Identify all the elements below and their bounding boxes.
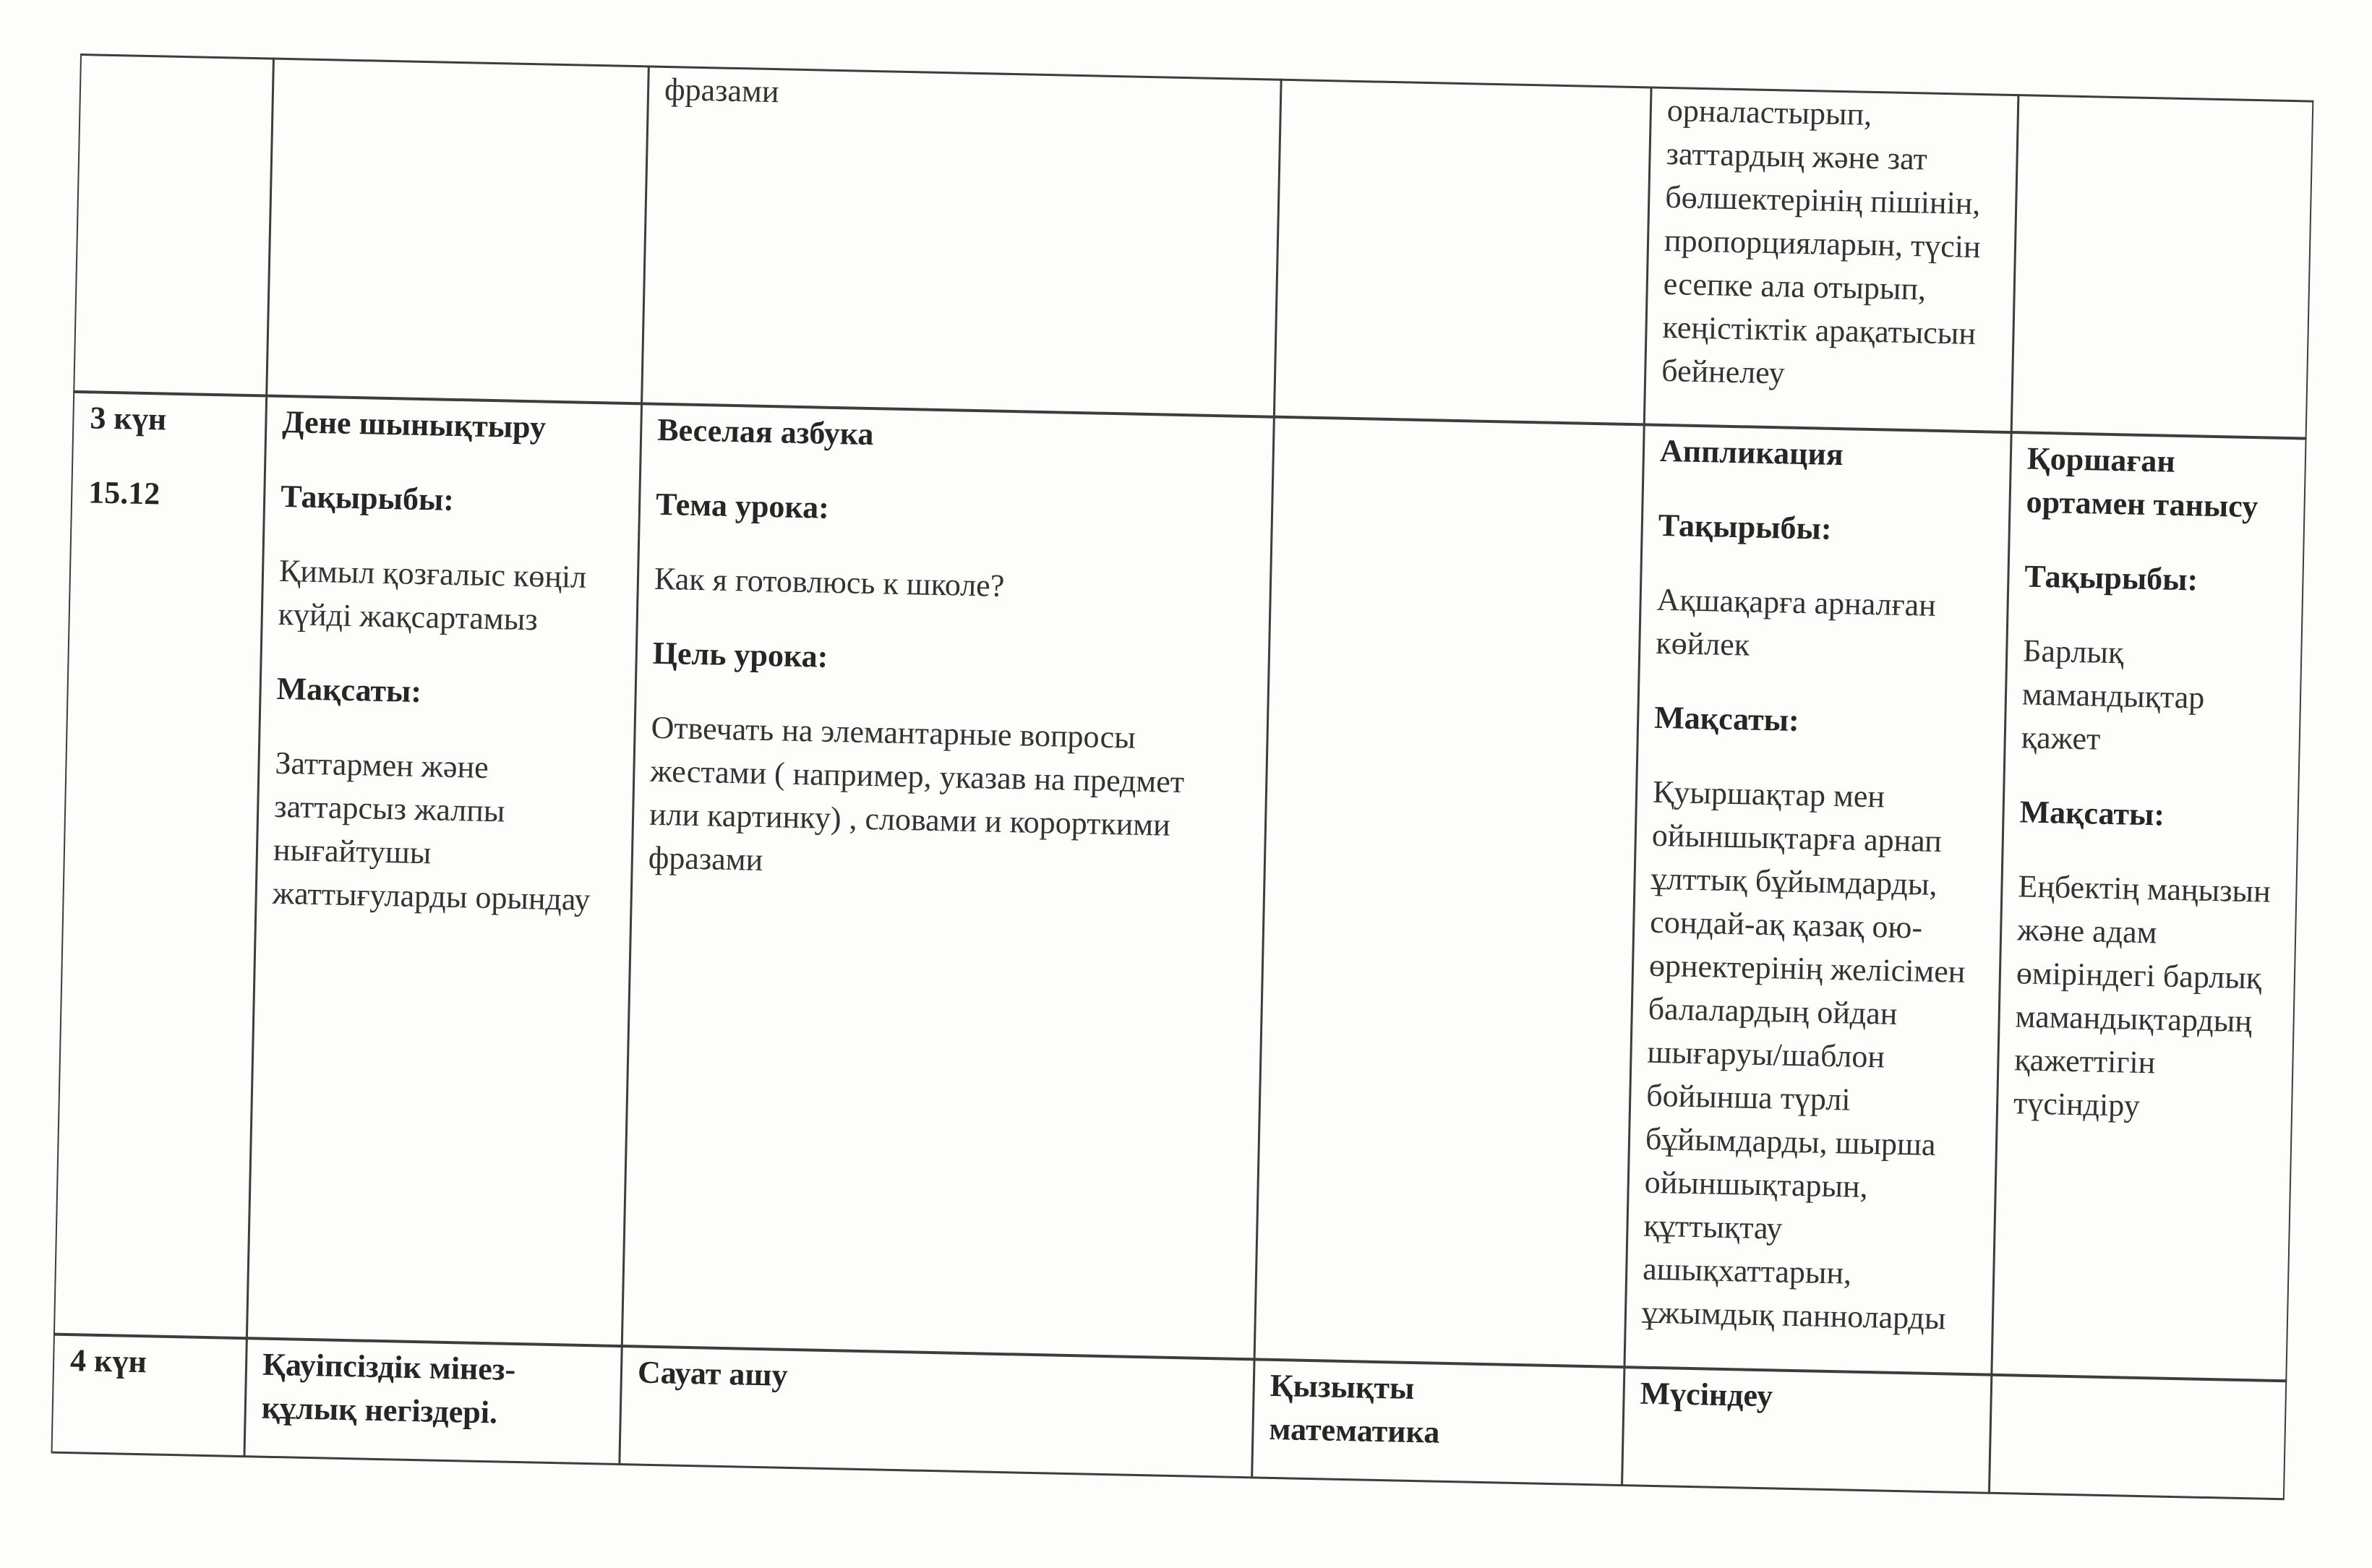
activity-cell-1: [243, 1337, 622, 1465]
text-line: құлық негіздері.: [261, 1389, 498, 1431]
day-cell: [51, 1333, 247, 1458]
text-line: бойынша түрлі: [1645, 1077, 1851, 1118]
text-line: Отвечать на элемантарные вопросы: [651, 709, 1136, 755]
text-line: және адам: [2016, 912, 2158, 951]
text-line: Тақырыбы:: [280, 478, 455, 518]
text-line: Сауат ашу: [637, 1354, 789, 1393]
text-line: Мақсаты:: [276, 670, 422, 710]
text-line: түсіндіру: [2013, 1085, 2141, 1123]
text-line: бұйымдарды, шырша: [1645, 1121, 1936, 1163]
cell-heading: [637, 1351, 1246, 1408]
text-line: Мақсаты:: [1653, 699, 1800, 738]
text-line: заттарсыз жалпы: [273, 788, 505, 829]
text-line: қажет: [2021, 719, 2101, 757]
schedule-table: [52, 55, 2313, 1499]
text-line: Қауіпсіздік мінез-: [262, 1346, 516, 1387]
text-line: Заттармен және: [275, 745, 489, 786]
activity-cell-5: [1988, 1374, 2287, 1501]
text-line: Дене шынықтыру: [281, 403, 547, 445]
text-line: есепке ала отырып,: [1663, 265, 1927, 307]
text-line: Қызықты: [1270, 1367, 1415, 1407]
text-line: ашықхаттарын,: [1642, 1251, 1852, 1291]
text-line: Аппликация: [1659, 432, 1844, 473]
text-line: Веселая азбука: [656, 411, 874, 453]
text-line: мамандықтар: [2021, 676, 2205, 716]
text-line: математика: [1269, 1410, 1440, 1450]
text-line: Тақырыбы:: [1658, 507, 1833, 547]
cell-heading: [1640, 1372, 1984, 1423]
activity-cell-2: [618, 1345, 1255, 1478]
text-line: Цель урока:: [652, 635, 829, 674]
text-line: 4 күн: [69, 1342, 147, 1380]
activity-cell-3: [1251, 1358, 1625, 1486]
text-line: 15.12: [87, 474, 160, 512]
text-line: бейнелеу: [1661, 352, 1786, 391]
text-line: пропорцияларын, түсін: [1664, 222, 1982, 265]
text-line: орналастырып,: [1666, 92, 1872, 132]
text-line: фразами: [664, 71, 780, 110]
text-line: жаттығуларды орындау: [272, 875, 591, 917]
text-line: бөлшектерінің пішінін,: [1664, 179, 1981, 222]
text-line: Барлық: [2022, 633, 2124, 671]
text-line: Қуыршақтар мен: [1652, 774, 1885, 815]
text-line: көйлек: [1655, 625, 1750, 663]
text-line: ойыншықтарға арнап: [1651, 817, 1943, 860]
text-line: Тақырыбы:: [2024, 558, 2198, 598]
text-line: Как я готовлюсь к школе?: [654, 560, 1005, 604]
text-line: өміріндегі барлық: [2016, 955, 2262, 996]
text-line: или картинку) , словами и корорткими: [648, 796, 1171, 843]
text-line: кеңістіктік арақатысын: [1662, 309, 1977, 351]
text-line: ұжымдық панноларды: [1641, 1294, 1947, 1337]
text-line: заттардың және зат: [1666, 135, 1928, 177]
text-line: 3 күн: [89, 400, 167, 437]
text-line: ұлттық бұйымдарды,: [1650, 860, 1938, 903]
text-line: Мүсіндеу: [1640, 1375, 1773, 1414]
text-line: ойыншықтарын,: [1644, 1164, 1869, 1205]
text-line: қажеттігін: [2013, 1042, 2156, 1081]
text-line: мамандықтардың: [2015, 998, 2253, 1040]
text-line: фразами: [648, 839, 763, 878]
text-line: балалардың ойдан: [1648, 990, 1898, 1032]
text-line: жестами ( например, указав на предмет: [649, 753, 1185, 800]
text-line: сондай-ақ қазақ ою-: [1649, 904, 1923, 946]
text-line: нығайтушы: [273, 831, 432, 871]
text-line: Қоршаған: [2026, 440, 2176, 479]
activity-cell-4: [1621, 1366, 1992, 1494]
table-row: [52, 55, 2313, 1499]
text-line: ортамен танысу: [2026, 484, 2258, 525]
text-line: Мақсаты:: [2019, 794, 2165, 833]
text-line: Ақшақарға арналған: [1656, 581, 1937, 623]
text-line: Қимыл қозғалыс көңіл: [278, 552, 587, 595]
text-line: күйді жақсартамыз: [278, 596, 539, 638]
cell-heading: [1269, 1364, 1617, 1458]
text-line: Еңбектің маңызын: [2017, 868, 2272, 909]
text-line: шығаруы/шаблон: [1647, 1034, 1885, 1075]
text-line: өрнектерінің желісімен: [1648, 947, 1966, 990]
text-line: құттықтау: [1643, 1207, 1783, 1246]
cell-heading: [70, 1339, 239, 1386]
text-line: Тема урока:: [655, 486, 830, 526]
cell-heading: [261, 1343, 614, 1437]
